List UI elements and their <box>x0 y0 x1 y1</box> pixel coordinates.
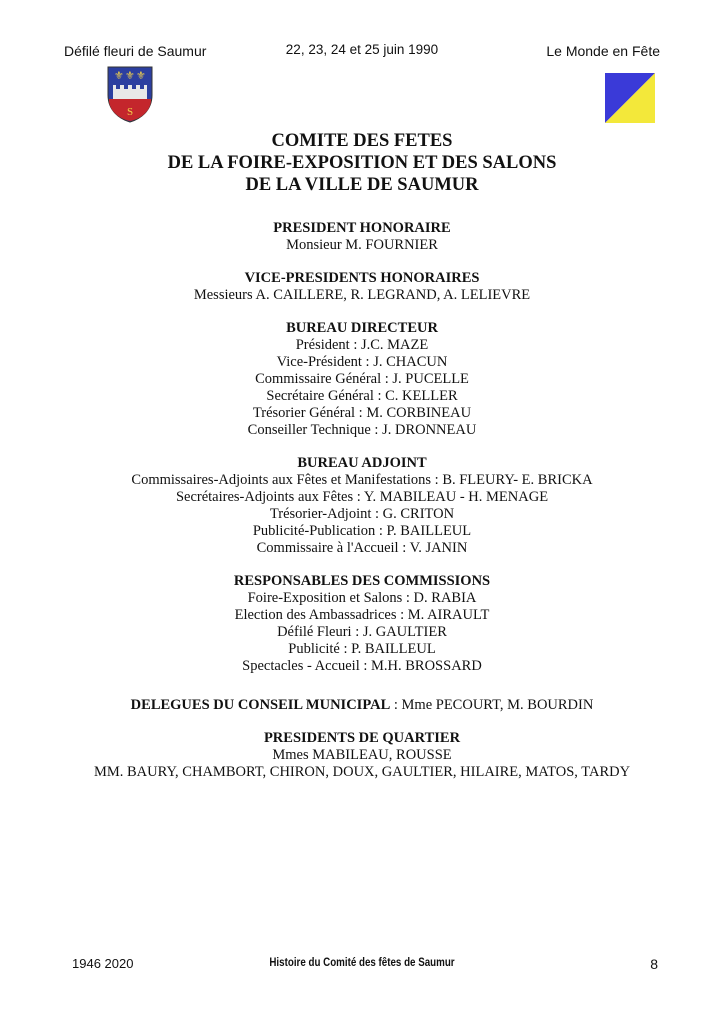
footer-title: Histoire du Comité des fêtes de Saumur <box>269 957 455 969</box>
section-presidents-quartier <box>0 730 724 781</box>
section-line: Trésorier Général : M. CORBINEAU <box>252 405 472 421</box>
section-line: MM. BAURY, CHAMBORT, CHIRON, DOUX, GAULTIER, HILAIRE, MATOS, TARDY <box>93 764 631 780</box>
section-line: Publicité : P. BAILLEUL <box>288 641 436 657</box>
section-president-honoraire <box>0 220 724 254</box>
section-line: Vice-Président : J. CHACUN <box>276 354 448 370</box>
section-line: Mmes MABILEAU, ROUSSE <box>272 747 452 763</box>
footer-years: 1946 2020 <box>72 956 134 971</box>
header-dates: 22, 23, 24 et 25 juin 1990 <box>285 42 439 57</box>
section-heading: BUREAU ADJOINT <box>297 455 427 471</box>
section-line: Commissaire Général : J. PUCELLE <box>255 371 469 387</box>
section-line: Conseiller Technique : J. DRONNEAU <box>247 422 477 438</box>
section-line: Trésorier-Adjoint : G. CRITON <box>269 506 455 522</box>
crest-letter: S <box>126 106 134 118</box>
section-bureau-directeur <box>0 320 724 439</box>
header-right-text: Le Monde en Fête <box>546 43 660 59</box>
section-heading: RESPONSABLES DES COMMISSIONS <box>233 573 491 589</box>
section-line: Messieurs A. CAILLERE, R. LEGRAND, A. LELIEVRE <box>193 287 531 303</box>
section-line: Publicité-Publication : P. BAILLEUL <box>252 523 472 539</box>
svg-text:⚜: ⚜ <box>136 69 146 82</box>
section-line: Secrétaires-Adjoints aux Fêtes : Y. MABILEAU - H. MENAGE <box>175 489 549 505</box>
section-line: Président : J.C. MAZE <box>295 337 429 353</box>
svg-text:⚜: ⚜ <box>114 69 124 82</box>
flag-icon <box>605 73 655 123</box>
section-line: Monsieur M. FOURNIER <box>286 237 438 253</box>
main-content <box>0 130 724 781</box>
section-line: Foire-Exposition et Salons : D. RABIA <box>247 590 477 606</box>
delegues-value: : Mme PECOURT, M. BOURDIN <box>390 697 594 713</box>
section-heading: BUREAU DIRECTEUR <box>286 320 438 336</box>
saumur-crest-icon <box>106 65 154 123</box>
title-line: DE LA VILLE DE SAUMUR <box>245 175 479 195</box>
svg-text:⚜: ⚜ <box>125 69 135 82</box>
section-responsables <box>0 573 724 675</box>
section-heading: PRESIDENTS DE QUARTIER <box>263 730 461 746</box>
section-line: Commissaire à l'Accueil : V. JANIN <box>256 540 468 556</box>
section-line: Spectacles - Accueil : M.H. BROSSARD <box>242 658 482 674</box>
section-heading: VICE-PRESIDENTS HONORAIRES <box>244 270 480 286</box>
section-line: Défilé Fleuri : J. GAULTIER <box>277 624 447 640</box>
section-bureau-adjoint <box>0 455 724 557</box>
section-line: Commissaires-Adjoints aux Fêtes et Manifestations : B. FLEURY- E. BRICKA <box>131 472 593 488</box>
delegues-label: DELEGUES DU CONSEIL MUNICIPAL <box>130 697 391 713</box>
title-line: DE LA FOIRE-EXPOSITION ET DES SALONS <box>167 153 557 173</box>
section-line: Election des Ambassadrices : M. AIRAULT <box>234 607 490 623</box>
header-left-text: Défilé fleuri de Saumur <box>64 43 207 59</box>
section-vice-presidents <box>0 270 724 304</box>
delegues-line <box>0 697 724 714</box>
section-line: Secrétaire Général : C. KELLER <box>266 388 458 404</box>
document-title <box>0 130 724 196</box>
section-heading: PRESIDENT HONORAIRE <box>273 220 451 236</box>
page-number: 8 <box>650 956 658 972</box>
title-line: COMITE DES FETES <box>271 131 453 151</box>
